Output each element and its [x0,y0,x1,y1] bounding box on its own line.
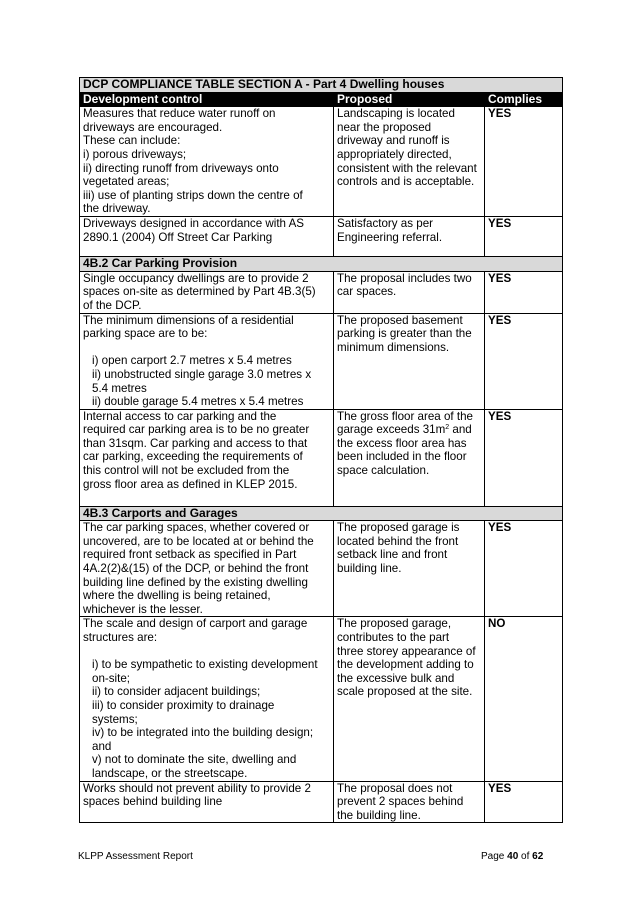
table-row [80,107,563,217]
control-line: The car parking spaces, whether covered or [83,521,310,535]
table-title: DCP COMPLIANCE TABLE SECTION A - Part 4 Dwelling houses [80,78,563,93]
section-header-row [80,256,563,271]
control-line: uncovered, are to be located at or behind the [83,534,314,548]
proposed-line: The proposal does not [337,781,453,795]
table-row [80,521,563,617]
control-cell [80,409,334,506]
proposed-cell [334,521,485,617]
proposed-line: setback line and front [337,548,448,562]
proposed-cell [334,409,485,506]
proposed-line: The proposed garage is [337,521,460,535]
proposed-line: parking is greater than the [337,327,472,341]
control-line: Driveways designed in accordance with AS [83,216,305,230]
proposed-line: driveway and runoff is [337,134,450,148]
proposed-cell [334,781,485,823]
proposed-line: prevent 2 spaces behind [337,795,464,809]
control-line: car parking, exceeding the requirements of [83,450,303,464]
proposed-text: garage exceeds 31m [337,423,446,437]
control-line: of the DCP. [83,298,142,312]
complies-cell: NO [485,617,563,781]
control-cell [80,216,334,256]
control-cell [80,521,334,617]
control-line: required car parking area is to be no greater [83,423,310,437]
control-line: spaces behind building line [83,795,223,809]
proposed-line: located behind the front [337,534,459,548]
superscript-unit: 2 [445,424,450,432]
complies-cell: YES [485,409,563,506]
control-item: iv) to be integrated into the building design; [92,726,314,740]
control-line: iii) use of planting strips down the centre of [83,188,303,202]
proposed-line: The proposal includes two [337,271,472,285]
control-item: and [92,739,112,753]
table-row [80,313,563,409]
control-line: this control will not be excluded from the [83,464,290,478]
proposed-line: contributes to the part [337,631,450,645]
control-item: v) not to dominate the site, dwelling and [92,753,297,767]
control-item: iii) to consider proximity to drainage [92,699,275,712]
page-mid: of [518,851,533,862]
control-cell [80,617,334,781]
control-item: ii) to consider adjacent buildings; [92,685,261,699]
control-line: driveways are encouraged. [83,120,223,134]
proposed-line: Engineering referral. [337,230,443,244]
control-line: Measures that reduce water runoff on [83,107,276,121]
control-line: The minimum dimensions of a residential [83,313,294,327]
proposed-line: Landscaping is located [337,107,455,121]
control-line: These can include: [83,134,181,148]
proposed-cell [334,313,485,409]
proposed-line: controls and is acceptable. [337,175,475,189]
control-line: 2890.1 (2004) Off Street Car Parking [83,230,273,244]
proposed-line: been included in the floor [337,450,467,464]
control-line: Single occupancy dwellings are to provide 2 [83,271,309,285]
table-row [80,216,563,256]
section-header-row [80,506,563,521]
control-item: i) to be sympathetic to existing development [92,658,318,672]
table-title-row [80,78,563,93]
page-current: 40 [507,851,519,862]
complies-cell: YES [485,216,563,256]
complies-cell: YES [485,313,563,409]
proposed-line: the building line. [337,808,421,822]
blank-line [83,645,330,659]
section-title-car-parking: 4B.2 Car Parking Provision [80,256,563,271]
proposed-line: three storey appearance of [337,644,476,658]
control-item: systems; [92,712,138,726]
control-line: The scale and design of carport and garage [83,617,308,631]
section-title-carports-garages: 4B.3 Carports and Garages [80,506,563,521]
proposed-line-with-superscript [337,423,481,437]
complies-cell: YES [485,521,563,617]
page-total: 62 [532,851,544,862]
control-line: building line defined by the existing dwelling [83,575,308,589]
control-line: than 31sqm. Car parking and access to that [83,436,308,450]
proposed-cell [334,617,485,781]
control-line: required front setback as specified in Part [83,548,297,562]
proposed-line: The proposed basement [337,313,463,327]
control-cell [80,271,334,313]
column-header-control: Development control [80,92,334,107]
proposed-line: appropriately directed, [337,147,452,161]
table-row [80,271,563,313]
proposed-line: The gross floor area of the [337,409,473,423]
proposed-line: scale proposed at the site. [337,685,473,699]
control-line: Works should not prevent ability to provide 2 [83,781,311,795]
footer-report-name: KLPP Assessment Report [78,851,193,862]
table-header-row [80,92,563,107]
control-item: 5.4 metres [92,381,147,395]
control-item: on-site; [92,671,131,685]
control-line: the driveway. [83,202,151,216]
control-item: ii) unobstructed single garage 3.0 metres x [92,367,312,381]
proposed-line: consistent with the relevant [337,161,477,175]
dcp-compliance-table [79,77,563,823]
table-row [80,617,563,781]
proposed-line: Satisfactory as per [337,216,434,230]
proposed-line: the development adding to [337,658,474,672]
control-item: i) open carport 2.7 metres x 5.4 metres [92,354,292,368]
page-prefix: Page [481,851,508,862]
control-line: where the dwelling is being retained, [83,589,271,603]
complies-cell: YES [485,781,563,823]
proposed-line: the excess floor area has [337,436,467,450]
control-line: spaces on-site as determined by Part 4B.3(5) [83,285,316,299]
control-item: ii) double garage 5.4 metres x 5.4 metres [92,395,304,409]
control-line: vegetated areas; [83,175,170,189]
control-cell [80,313,334,409]
control-line: Internal access to car parking and the [83,409,277,423]
table-row [80,409,563,506]
proposed-cell [334,107,485,217]
control-line: ii) directing runoff from driveways onto [83,161,279,175]
proposed-line: near the proposed [337,120,432,134]
table-row [80,781,563,823]
proposed-line: building line. [337,562,402,576]
control-line: structures are: [83,631,158,645]
complies-cell: YES [485,107,563,217]
proposed-line: space calculation. [337,464,430,478]
control-line: parking space are to be: [83,327,208,341]
column-header-proposed: Proposed [334,92,485,107]
control-cell [80,781,334,823]
proposed-cell [334,271,485,313]
proposed-line: The proposed garage, [337,617,452,631]
control-cell [80,107,334,217]
complies-cell: YES [485,271,563,313]
proposed-text: and [449,423,472,437]
proposed-line: the excessive bulk and [337,671,455,685]
proposed-line: car spaces. [337,285,397,299]
control-line: gross floor area as defined in KLEP 2015. [83,477,298,491]
column-header-complies: Complies [485,92,563,107]
footer-page-number [481,851,543,862]
control-line: i) porous driveways; [83,147,187,161]
blank-line [83,341,330,355]
control-line: whichever is the lesser. [83,602,203,616]
control-line: 4A.2(2)&(15) of the DCP, or behind the front [83,562,309,576]
control-item: landscape, or the streetscape. [92,766,248,780]
proposed-cell [334,216,485,256]
proposed-line: minimum dimensions. [337,340,450,354]
